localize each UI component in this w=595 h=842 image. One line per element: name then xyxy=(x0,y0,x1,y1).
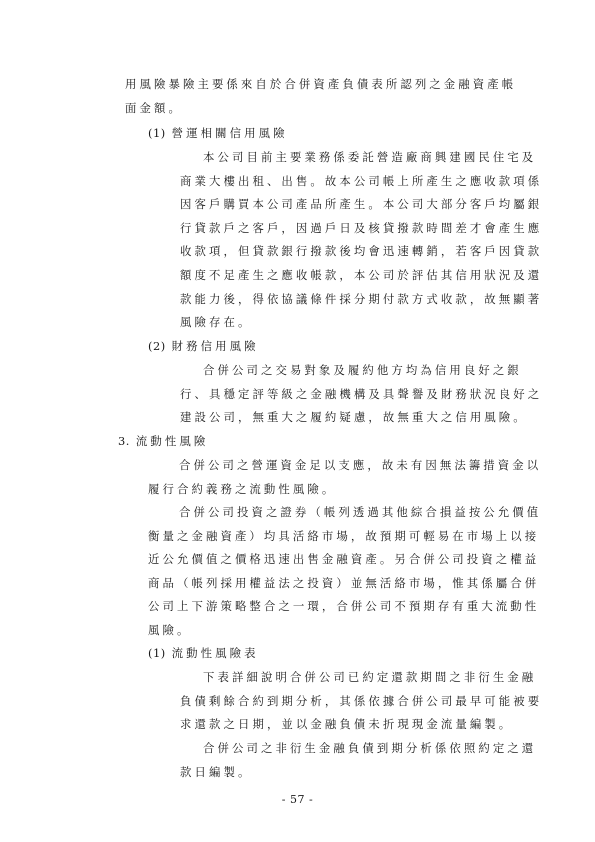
section-title: 營運相關信用風險 xyxy=(171,126,288,140)
section-title: 財務信用風險 xyxy=(171,339,259,353)
text-line: 履行合約義務之流動性風險。 xyxy=(148,481,337,496)
paragraph xyxy=(180,666,542,737)
section-heading xyxy=(148,335,259,359)
text-line: 風險。 xyxy=(148,622,192,637)
text-line: 合併公司之交易對象及履約他方均為信用良好之銀 xyxy=(203,363,522,377)
text-line: 行、具穩定評等級之金融機構及具聲譽及財務狀況良好之 xyxy=(180,386,543,401)
text-line: 合併公司之非衍生金融負債到期分析係依照約定之還 xyxy=(203,741,537,755)
paragraph xyxy=(148,454,541,501)
section-number: (2) xyxy=(148,339,166,353)
text-line: 商業大樓出租、出售。故本公司帳上所產生之應收款項係 xyxy=(180,173,543,188)
section-number: (1) xyxy=(148,646,166,660)
section-title: 流動性風險表 xyxy=(171,646,259,660)
text-line: 建設公司，無重大之履約疑慮，故無重大之信用風險。 xyxy=(180,410,528,425)
page-number: - 57 - xyxy=(281,793,314,806)
paragraph xyxy=(180,359,542,430)
section-title: 流動性風險 xyxy=(135,434,209,448)
text-line: 求還款之日期，並以金融負債未折現現金流量編製。 xyxy=(180,717,514,732)
text-line: 負債剩餘合約到期分析，其係依據合併公司最早可能被要 xyxy=(180,693,543,708)
section-heading xyxy=(148,642,259,666)
text-line: 面金額。 xyxy=(125,100,183,115)
text-line: 合併公司投資之證券（帳列透過其他綜合損益按公允價值 xyxy=(179,505,542,519)
text-line: 合併公司之營運資金足以支應，故未有因無法籌措資金以 xyxy=(179,458,542,472)
section-number: (1) xyxy=(148,126,166,140)
text-line: 下表詳細說明合併公司已約定還款期間之非衍生金融 xyxy=(203,670,537,684)
paragraph xyxy=(180,146,542,335)
section-heading xyxy=(118,430,208,454)
text-line: 額度不足產生之應收帳款，本公司於評估其信用狀況及還 xyxy=(180,267,543,282)
text-line: 因客戶購買本公司產品所產生。本公司大部分客戶均屬銀 xyxy=(180,197,543,212)
text-line: 衡量之金融資產）均具活絡市場，故預期可輕易在市場上以接 xyxy=(148,528,540,543)
text-line: 收款項，但貸款銀行撥款後均會迅速轉銷，若客戶因貸款 xyxy=(180,244,543,259)
text-line: 行貸款戶之客戶，因過戶日及核貸撥款時間差才會產生應 xyxy=(180,220,543,235)
text-line: 風險存在。 xyxy=(180,315,253,330)
text-line: 近公允價值之價格迅速出售金融資產。另合併公司投資之權益 xyxy=(148,552,540,567)
text-line: 用風險暴險主要係來自於合併資產負債表所認列之金融資產帳 xyxy=(125,77,517,91)
text-line: 款能力後，得依協議條件採分期付款方式收款，故無顯著 xyxy=(180,291,543,306)
paragraph xyxy=(148,501,541,643)
text-line: 商品（帳列採用權益法之投資）並無活絡市場，惟其係屬合併 xyxy=(148,575,540,590)
text-line: 公司上下游策略整合之一環，合併公司不預期存有重大流動性 xyxy=(148,599,540,614)
intro-paragraph xyxy=(125,73,516,120)
paragraph xyxy=(180,737,536,784)
section-number: 3. xyxy=(118,434,130,448)
text-line: 款日編製。 xyxy=(180,764,253,779)
text-line: 本公司目前主要業務係委託營造廠商興建國民住宅及 xyxy=(203,150,537,164)
section-heading xyxy=(148,122,288,146)
